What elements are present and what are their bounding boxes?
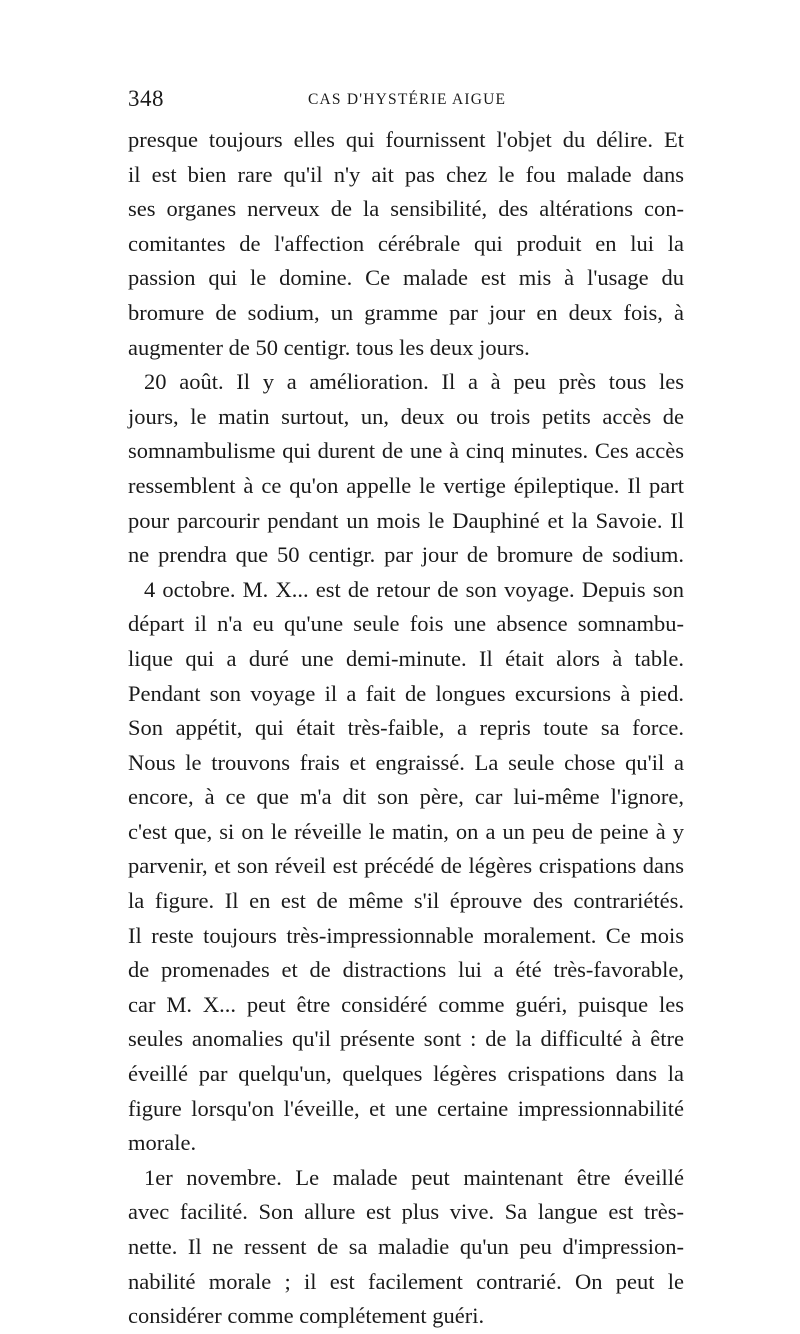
text-line: encore, à ce que m'a dit son père, car lui-même l'ignore,	[128, 784, 684, 810]
text-line: ses organes nerveux de la sensibilité, des altérations con-	[128, 196, 684, 222]
text-line: bromure de sodium, un gramme par jour en deux fois, à	[128, 299, 684, 325]
text-line: presque toujours elles qui fournissent l'objet du délire. Et	[128, 127, 684, 152]
body-text	[128, 123, 684, 1334]
text-line: nabilité morale ; il est facilement contrarié. On peut le	[128, 1268, 684, 1294]
text-line: Nous le trouvons frais et engraissé. La seule chose qu'il a	[128, 749, 684, 775]
text-line: la figure. Il en est de même s'il éprouve des contrariétés.	[128, 888, 684, 914]
text-line: ressemblent à ce qu'on appelle le vertige épileptique. Il part	[128, 472, 684, 498]
text-line: passion qui le domine. Ce malade est mis à l'usage du	[128, 265, 684, 291]
running-title: CAS D'HYSTÉRIE AIGUE	[308, 91, 507, 108]
text-line: éveillé par quelqu'un, quelques légères crispations dans la	[128, 1061, 684, 1087]
page-number: 348	[128, 86, 164, 111]
dated-entry-line: 1er novembre. Le malade peut maintenant être éveillé	[144, 1164, 684, 1190]
text-line: Pendant son voyage il a fait de longues excursions à pied.	[128, 680, 684, 706]
text-line: seules anomalies qu'il présente sont : de la difficulté à être	[128, 1026, 684, 1052]
running-header	[128, 86, 684, 116]
text-line: avec facilité. Son allure est plus vive. Sa langue est très-	[128, 1199, 684, 1225]
text-line: parvenir, et son réveil est précédé de légères crispations dans	[128, 853, 684, 879]
text-line: lique qui a duré une demi-minute. Il était alors à table.	[128, 645, 684, 671]
text-line: nette. Il ne ressent de sa maladie qu'un peu d'impression-	[128, 1234, 684, 1259]
text-line: somnambulisme qui durent de une à cinq minutes. Ces accès	[128, 438, 684, 464]
text-line: comitantes de l'affection cérébrale qui produit en lui la	[128, 230, 684, 256]
text-line: morale.	[128, 1130, 197, 1156]
dated-entry-line: 20 août. Il y a amélioration. Il a à peu près tous les	[144, 369, 684, 395]
text-line: car M. X... peut être considéré comme guéri, puisque les	[128, 991, 684, 1017]
dated-entry-line: 4 octobre. M. X... est de retour de son voyage. Depuis son	[144, 576, 684, 602]
text-line: il est bien rare qu'il n'y ait pas chez le fou malade dans	[128, 161, 684, 187]
text-line: Il reste toujours très-impressionnable moralement. Ce mois	[128, 922, 684, 948]
text-line: de promenades et de distractions lui a été très-favorable,	[128, 957, 684, 983]
text-line: figure lorsqu'on l'éveille, et une certaine impressionnabilité	[128, 1095, 684, 1121]
text-line: ne prendra que 50 centigr. par jour de bromure de sodium.	[128, 542, 684, 568]
text-line: c'est que, si on le réveille le matin, on a un peu de peine à y	[128, 818, 684, 844]
text-line: pour parcourir pendant un mois le Dauphiné et la Savoie. Il	[128, 507, 684, 533]
text-line: départ il n'a eu qu'une seule fois une absence somnambu-	[128, 611, 684, 637]
text-line: augmenter de 50 centigr. tous les deux jours.	[128, 334, 530, 360]
text-line: considérer comme complétement guéri.	[128, 1303, 485, 1329]
text-line: Son appétit, qui était très-faible, a repris toute sa force.	[128, 715, 684, 741]
text-line: jours, le matin surtout, un, deux ou trois petits accès de	[128, 403, 684, 429]
